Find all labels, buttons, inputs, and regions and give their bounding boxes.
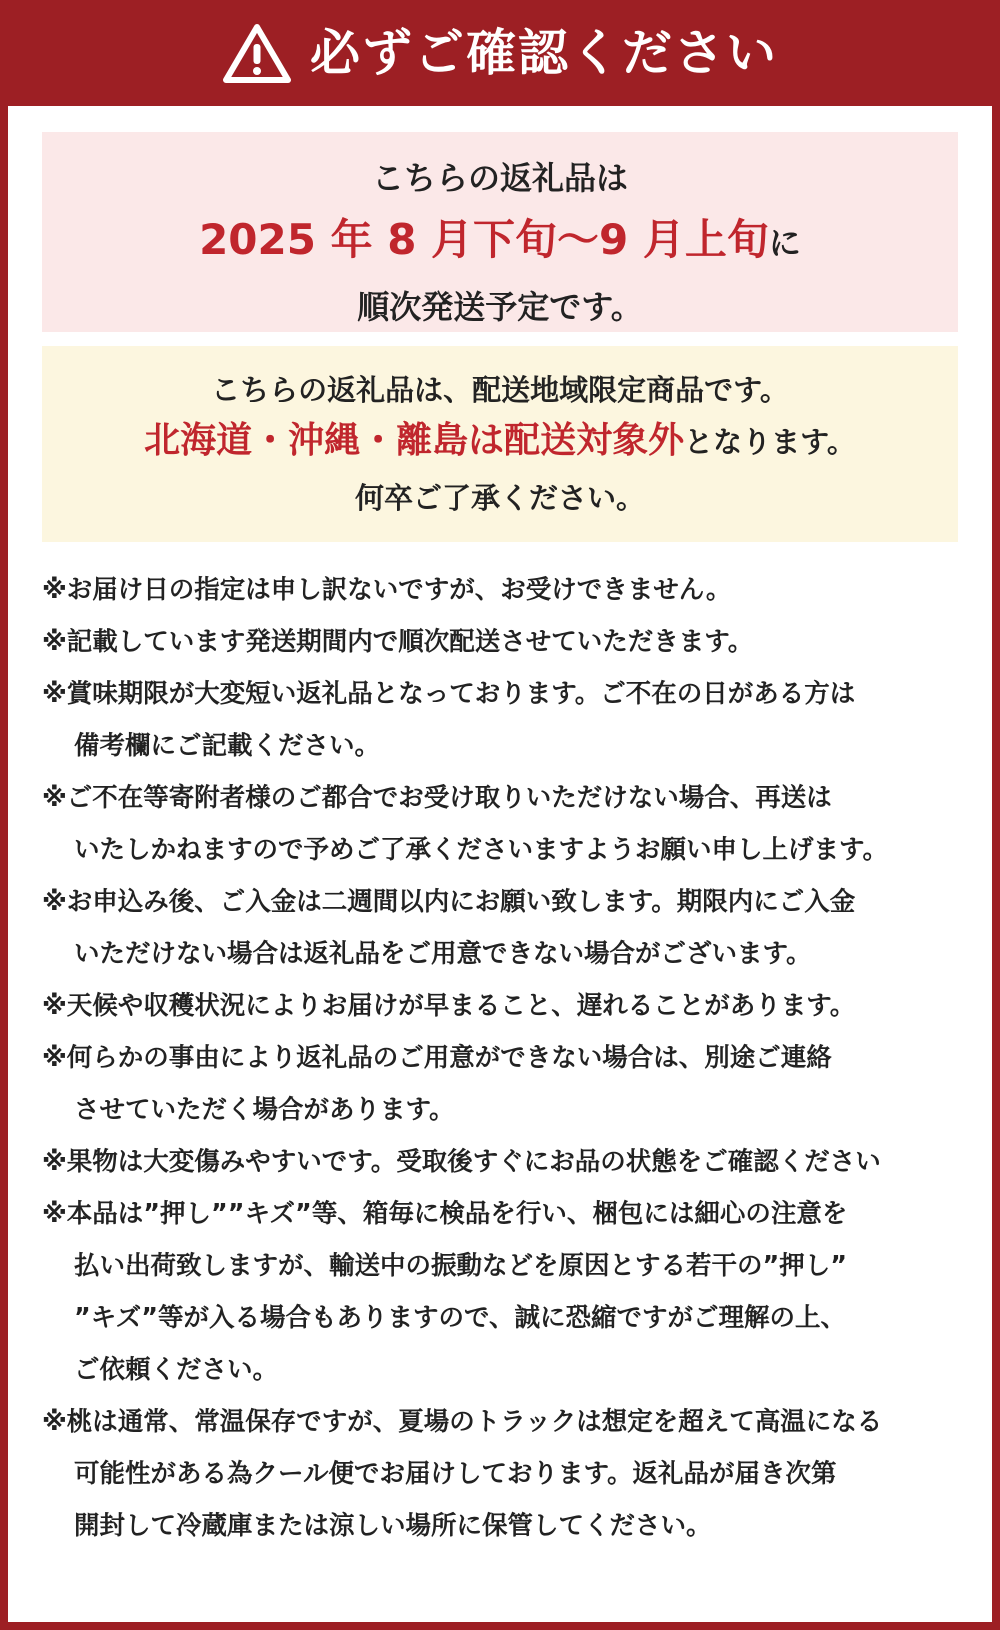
note-line: 備考欄にご記載ください。 bbox=[74, 731, 381, 761]
region-excluded: 北海道・沖縄・離島は配送対象外 bbox=[144, 420, 685, 461]
note-item bbox=[42, 1188, 958, 1396]
shipping-date-suffix: に bbox=[768, 224, 801, 262]
notes-list bbox=[42, 564, 958, 1552]
region-outro: 何卒ご了承ください。 bbox=[354, 481, 645, 515]
note-line: 開封して冷蔵庫または涼しい場所に保管してください。 bbox=[74, 1511, 712, 1541]
note-item bbox=[42, 772, 958, 876]
note-line: いたしかねますので予めご了承くださいますようお願い申し上げます。 bbox=[74, 835, 888, 865]
shipping-outro: 順次発送予定です。 bbox=[357, 288, 643, 326]
note-line: 払い出荷致しますが、輸送中の振動などを原因とする若干の”押し” bbox=[74, 1251, 848, 1281]
note-line: ※天候や収穫状況によりお届けが早まること、遅れることがあります。 bbox=[42, 991, 856, 1021]
note-line: いただけない場合は返礼品をご用意できない場合がございます。 bbox=[74, 939, 812, 969]
warning-icon bbox=[222, 22, 292, 84]
note-line: ※果物は大変傷みやすいです。受取後すぐにお品の状態をご確認ください bbox=[42, 1147, 881, 1177]
shipping-date-line bbox=[42, 204, 958, 285]
note-line: ※桃は通常、常温保存ですが、夏場のトラックは想定を超えて高温になる bbox=[42, 1407, 883, 1437]
note-item bbox=[42, 1396, 958, 1552]
region-excluded-suffix: となります。 bbox=[684, 425, 856, 459]
notice-header bbox=[8, 0, 992, 106]
note-item bbox=[42, 876, 958, 980]
note-line: ※何らかの事由により返礼品のご用意ができない場合は、別途ご連絡 bbox=[42, 1043, 832, 1073]
region-intro: こちらの返礼品は、配送地域限定商品です。 bbox=[211, 373, 789, 407]
note-line: ※お申込み後、ご入金は二週間以内にお願い致します。期限内にご入金 bbox=[42, 887, 856, 917]
note-item bbox=[42, 668, 958, 772]
note-line: ※記載しています発送期間内で順次配送させていただきます。 bbox=[42, 627, 754, 657]
note-item bbox=[42, 616, 958, 668]
note-line: ※お届け日の指定は申し訳ないですが、お受けできません。 bbox=[42, 575, 732, 605]
note-item bbox=[42, 1136, 958, 1188]
note-item bbox=[42, 564, 958, 616]
shipping-intro: こちらの返礼品は bbox=[371, 159, 628, 197]
note-line: ご依頼ください。 bbox=[74, 1355, 279, 1385]
note-item bbox=[42, 980, 958, 1032]
note-line: ※本品は”押し””キズ”等、箱毎に検品を行い、梱包には細心の注意を bbox=[42, 1199, 848, 1229]
shipping-date: 2025 年 8 月下旬～9 月上旬 bbox=[199, 215, 769, 264]
note-line: 可能性がある為クール便でお届けしております。返礼品が届き次第 bbox=[74, 1459, 837, 1489]
delivery-region-box bbox=[42, 346, 958, 542]
notice-title: 必ずご確認ください bbox=[310, 24, 778, 82]
note-line: ”キズ”等が入る場合もありますので、誠に恐縮ですがご理解の上、 bbox=[74, 1303, 847, 1333]
region-excluded-line bbox=[42, 410, 958, 478]
note-line: ※ご不在等寄附者様のご都合でお受け取りいただけない場合、再送は bbox=[42, 783, 832, 813]
note-item bbox=[42, 1032, 958, 1136]
note-line: ※賞味期限が大変短い返礼品となっております。ご不在の日がある方は bbox=[42, 679, 856, 709]
note-line: させていただく場合があります。 bbox=[74, 1095, 455, 1125]
notice-body bbox=[8, 106, 992, 1622]
shipping-period-box bbox=[42, 132, 958, 332]
